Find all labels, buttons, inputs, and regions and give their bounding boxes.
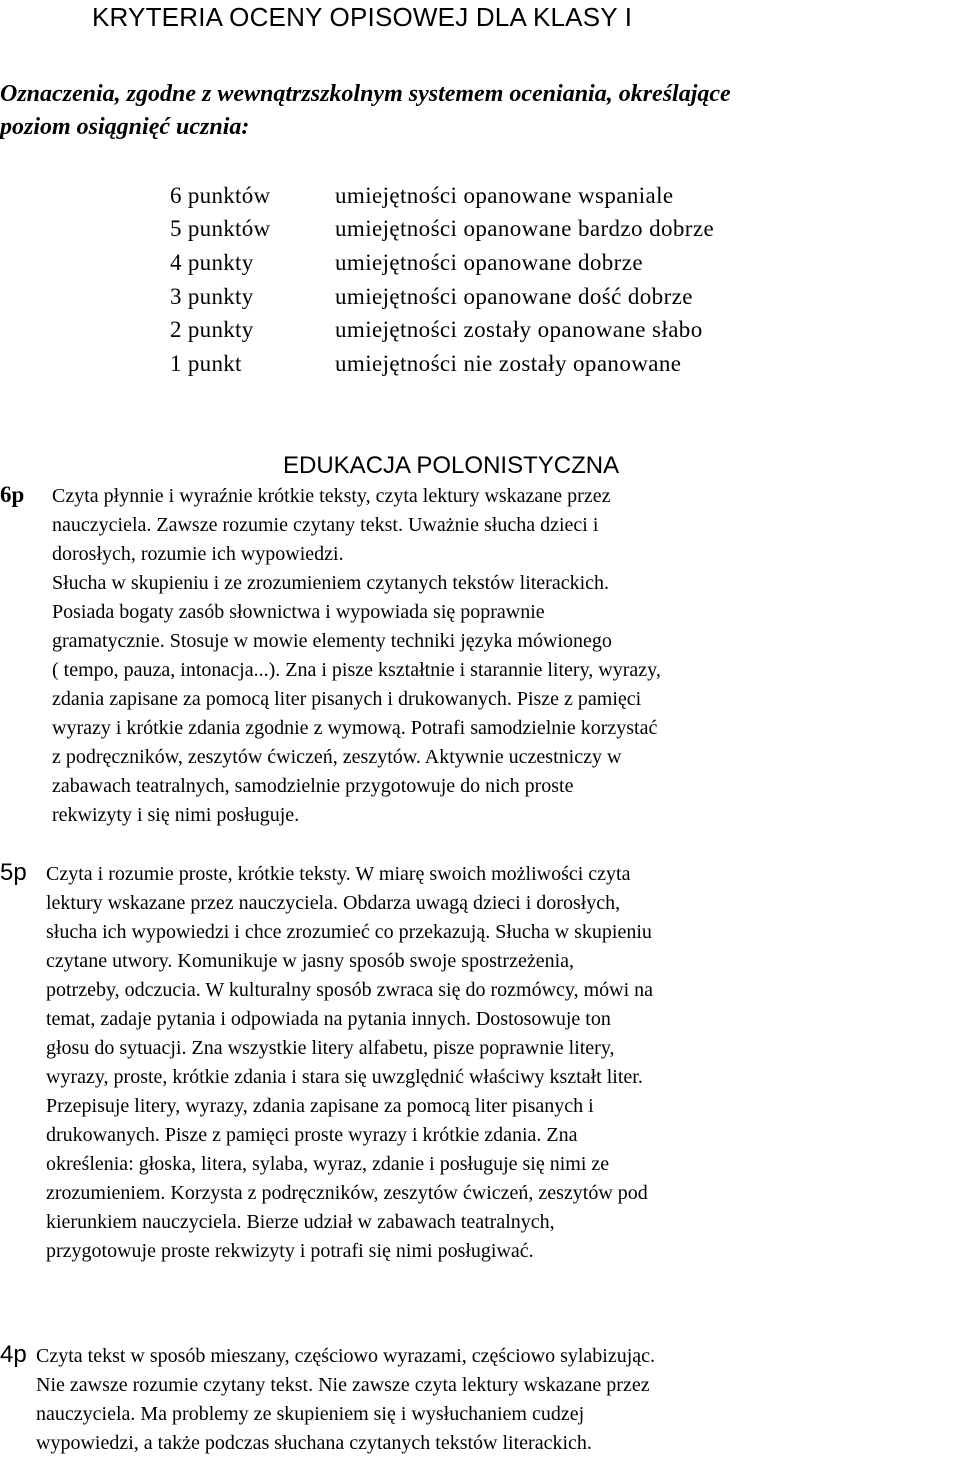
scale-points-3: 3 punkty (170, 284, 254, 309)
grade-6p-line: gramatycznie. Stosuje w mowie elementy techniki języka mówionego (52, 630, 612, 652)
grade-6p-line: zdania zapisane za pomocą liter pisanych i drukowanych. Pisze z pamięci (52, 688, 642, 710)
grade-5p-line: temat, zadaje pytania i odpowiada na pytania innych. Dostosowuje ton (46, 1008, 611, 1030)
grade-6p-line: Słucha w skupieniu i ze zrozumieniem czytanych tekstów literackich. (52, 572, 610, 594)
document-title: KRYTERIA OCENY OPISOWEJ DLA KLASY I (92, 2, 633, 32)
scale-description-5: umiejętności opanowane bardzo dobrze (335, 216, 715, 241)
grade-6p-line: zabawach teatralnych, samodzielnie przygotowuje do nich proste (52, 775, 574, 797)
grade-5p-line: Czyta i rozumie proste, krótkie teksty. W miarę swoich możliwości czyta (46, 863, 631, 885)
grade-5p-line: Przepisuje litery, wyrazy, zdania zapisane za pomocą liter pisanych i (46, 1095, 594, 1117)
grade-6p-line: z podręczników, zeszytów ćwiczeń, zeszytów. Aktywnie uczestniczy w (52, 746, 622, 768)
grade-label-4p: 4p (0, 1341, 27, 1368)
scale-description-3: umiejętności opanowane dość dobrze (335, 284, 693, 309)
grade-5p-line: wyrazy, proste, krótkie zdania i stara się uwzględnić właściwy kształt liter. (46, 1066, 643, 1088)
scale-points-1: 1 punkt (170, 351, 242, 376)
intro-line-2: poziom osiągnięć ucznia: (0, 114, 250, 140)
grade-6p-line: Czyta płynnie i wyraźnie krótkie teksty, czyta lektury wskazane przez (52, 485, 611, 507)
grade-label-6p: 6p (0, 482, 25, 507)
grade-5p-line: kierunkiem nauczyciela. Bierze udział w zabawach teatralnych, (46, 1211, 555, 1233)
scale-points-6: 6 punktów (170, 183, 271, 208)
scale-points-5: 5 punktów (170, 216, 271, 241)
grade-5p-line: lektury wskazane przez nauczyciela. Obdarza uwagą dzieci i dorosłych, (46, 892, 621, 914)
grade-4p-line: nauczyciela. Ma problemy ze skupieniem się i wysłuchaniem cudzej (36, 1403, 585, 1425)
grade-5p-line: głosu do sytuacji. Zna wszystkie litery alfabetu, pisze poprawnie litery, (46, 1037, 615, 1059)
grade-6p-line: wyrazy i krótkie zdania zgodnie z wymową. Potrafi samodzielnie korzystać (52, 717, 658, 739)
scale-points-2: 2 punkty (170, 317, 254, 342)
grade-5p-line: drukowanych. Pisze z pamięci proste wyrazy i krótkie zdania. Zna (46, 1124, 578, 1146)
grade-5p-line: określenia: głoska, litera, sylaba, wyraz, zdanie i posługuje się nimi ze (46, 1153, 610, 1175)
grade-4p-line: Nie zawsze rozumie czytany tekst. Nie zawsze czyta lektury wskazane przez (36, 1374, 650, 1396)
grade-5p-line: zrozumieniem. Korzysta z podręczników, zeszytów ćwiczeń, zeszytów pod (46, 1182, 648, 1204)
scale-points-4: 4 punkty (170, 250, 254, 275)
scale-description-6: umiejętności opanowane wspaniale (335, 183, 674, 208)
scale-description-4: umiejętności opanowane dobrze (335, 250, 643, 275)
grade-4p-line: Czyta tekst w sposób mieszany, częściowo wyrazami, częściowo sylabizując. (36, 1345, 656, 1367)
grade-6p-line: rekwizyty i się nimi posługuje. (52, 804, 300, 826)
grade-label-5p: 5p (0, 859, 27, 886)
scale-description-2: umiejętności zostały opanowane słabo (335, 317, 703, 342)
grade-6p-line: nauczyciela. Zawsze rozumie czytany tekst. Uważnie słucha dzieci i (52, 514, 599, 536)
scale-description-1: umiejętności nie zostały opanowane (335, 351, 682, 376)
grade-6p-line: Posiada bogaty zasób słownictwa i wypowiada się poprawnie (52, 601, 545, 623)
grade-5p-line: przygotowuje proste rekwizyty i potrafi się nimi posługiwać. (46, 1240, 534, 1262)
intro-line-1: Oznaczenia, zgodne z wewnątrzszkolnym systemem oceniania, określające (0, 81, 731, 107)
section-heading: EDUKACJA POLONISTYCZNA (283, 452, 620, 479)
grade-6p-line: dorosłych, rozumie ich wypowiedzi. (52, 543, 344, 565)
grade-5p-line: słucha ich wypowiedzi i chce zrozumieć co przekazują. Słucha w skupieniu (46, 921, 652, 943)
grade-5p-line: potrzeby, odczucia. W kulturalny sposób zwraca się do rozmówcy, mówi na (46, 979, 654, 1001)
grade-6p-line: ( tempo, pauza, intonacja...). Zna i pisze kształtnie i starannie litery, wyrazy, (52, 659, 661, 681)
grade-4p-line: wypowiedzi, a także podczas słuchana czytanych tekstów literackich. (36, 1432, 592, 1454)
grade-5p-line: czytane utwory. Komunikuje w jasny sposób swoje spostrzeżenia, (46, 950, 575, 972)
